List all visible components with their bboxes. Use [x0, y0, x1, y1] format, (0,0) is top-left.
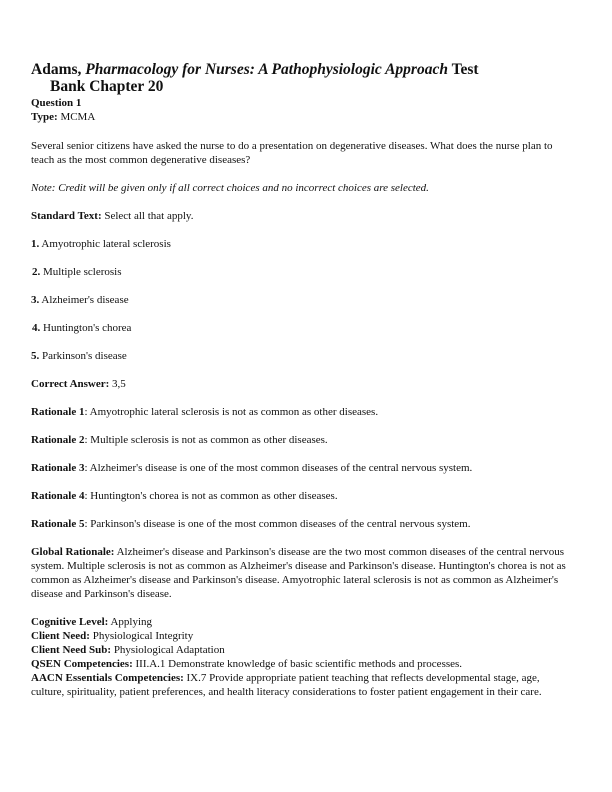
meta-label: Cognitive Level:	[31, 616, 109, 628]
global-rationale	[31, 545, 571, 601]
rationale-2	[31, 433, 571, 447]
choice-number: 5.	[31, 350, 40, 362]
choice-number: 2.	[32, 266, 41, 278]
standard-text	[31, 209, 571, 223]
rationale-text: : Huntington's chorea is not as common as other diseases.	[84, 490, 338, 502]
rationale-text: : Alzheimer's disease is one of the most common diseases of the central nervous system.	[84, 462, 473, 474]
aacn-competencies	[31, 671, 571, 699]
rationale-1	[31, 405, 571, 419]
choice-text: Parkinson's disease	[42, 350, 127, 362]
meta-value: IX.7 Provide appropriate patient teaching that reflects developmental stage, age, culture, spirituality, patient preferences, and health literacy considerations to foster patient engagement in their care.	[31, 672, 542, 698]
title-book: Pharmacology for Nurses: A Pathophysiologic Approach	[85, 61, 448, 78]
correct-answer-label: Correct Answer:	[31, 378, 110, 390]
global-rationale-text: Alzheimer's disease and Parkinson's disease are the two most common diseases of the central nervous system. Multiple sclerosis is not as common as Alzheimer's disease and Parkinson's disease. Huntington's chorea is not as common as Alzheimer's disease and Parkinson's disease. Amyotrophic lateral sclerosis is not as common as Alzheimer's disease and Parkinson's disease.	[31, 546, 566, 600]
meta-value: III.A.1 Demonstrate knowledge of basic scientific methods and processes.	[135, 658, 463, 670]
global-rationale-label: Global Rationale:	[31, 546, 115, 558]
choice-3	[31, 293, 571, 307]
question-note: Note: Credit will be given only if all correct choices and no incorrect choices are selected.	[31, 182, 429, 194]
rationale-label: Rationale 4	[31, 490, 85, 502]
choice-text: Amyotrophic lateral sclerosis	[41, 238, 171, 250]
correct-answer	[31, 377, 571, 391]
choice-text: Multiple sclerosis	[43, 266, 122, 278]
choice-text: Huntington's chorea	[43, 322, 132, 334]
client-need	[31, 629, 571, 643]
rationale-label: Rationale 5	[31, 518, 85, 530]
meta-label: AACN Essentials Competencies:	[31, 672, 184, 684]
question-type	[31, 110, 571, 124]
title-suffix: Test	[451, 61, 479, 78]
meta-label: Client Need Sub:	[31, 644, 112, 656]
question-label: Question 1	[31, 97, 82, 109]
correct-answer-value: 3,5	[112, 378, 126, 390]
qsen-competencies	[31, 657, 571, 671]
title-author: Adams,	[31, 61, 82, 78]
rationale-5	[31, 517, 571, 531]
rationale-text: : Amyotrophic lateral sclerosis is not as common as other diseases.	[84, 406, 379, 418]
rationale-label: Rationale 3	[31, 462, 85, 474]
meta-label: QSEN Competencies:	[31, 658, 133, 670]
choice-5	[31, 349, 571, 363]
rationale-label: Rationale 1	[31, 406, 85, 418]
meta-value: Physiological Adaptation	[113, 644, 225, 656]
meta-value: Physiological Integrity	[92, 630, 194, 642]
type-label: Type:	[31, 111, 58, 123]
client-need-sub	[31, 643, 571, 657]
choice-1	[31, 237, 571, 251]
rationale-text: : Multiple sclerosis is not as common as other diseases.	[84, 434, 328, 446]
choice-text: Alzheimer's disease	[41, 294, 129, 306]
document-title	[31, 61, 571, 95]
standard-text-value: Select all that apply.	[104, 210, 194, 222]
choice-number: 1.	[31, 238, 40, 250]
choice-number: 3.	[31, 294, 40, 306]
meta-value: Applying	[110, 616, 153, 628]
rationale-4	[31, 489, 571, 503]
choice-4	[31, 321, 571, 335]
test-bank-page	[31, 61, 571, 699]
cognitive-level	[31, 615, 571, 629]
standard-text-label: Standard Text:	[31, 210, 102, 222]
title-subtitle: Bank Chapter 20	[50, 78, 164, 95]
choice-number: 4.	[32, 322, 41, 334]
type-value: MCMA	[60, 111, 96, 123]
choice-2	[31, 265, 571, 279]
rationale-text: : Parkinson's disease is one of the most common diseases of the central nervous system.	[84, 518, 471, 530]
question-stem: Several senior citizens have asked the nurse to do a presentation on degenerative diseases. What does the nurse plan to teach as the most common degenerative diseases?	[31, 140, 553, 166]
meta-label: Client Need:	[31, 630, 90, 642]
rationale-3	[31, 461, 571, 475]
rationale-label: Rationale 2	[31, 434, 85, 446]
